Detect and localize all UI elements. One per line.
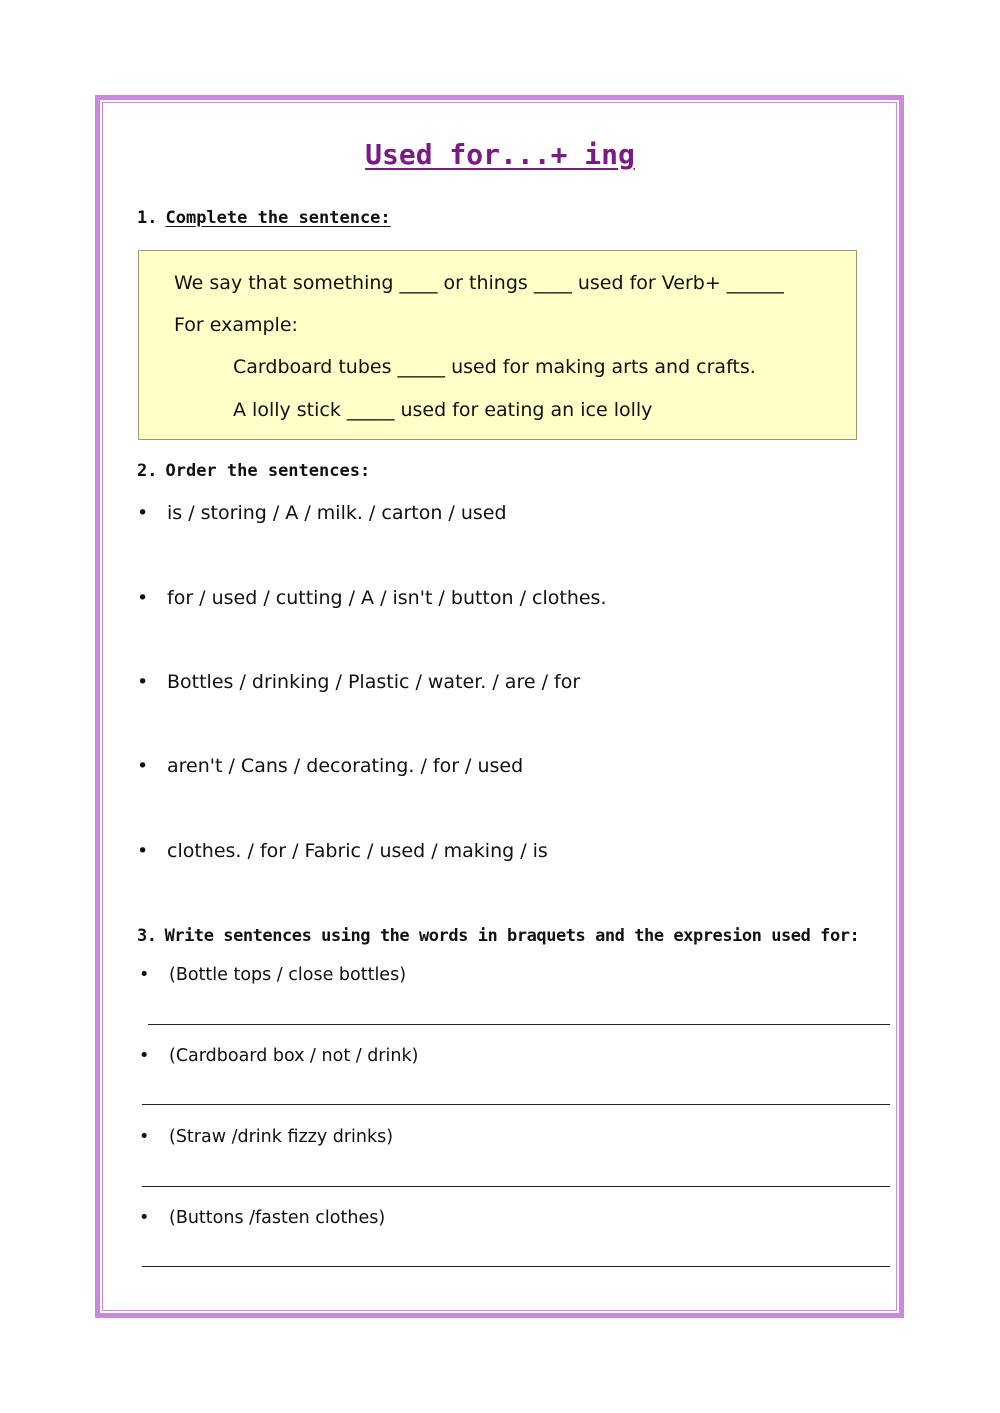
bullet-icon: • [139, 1127, 150, 1147]
order-item-text: clothes. / for / Fabric / used / making / is [167, 840, 548, 862]
answer-line[interactable] [148, 1024, 890, 1025]
rule-sentence[interactable]: We say that something ____ or things ____ used for Verb+ ______ [174, 272, 784, 294]
bullet-icon: • [137, 755, 149, 777]
section-2-number: 2. [137, 461, 158, 481]
write-item-prompt: (Bottle tops / close bottles) [169, 965, 407, 985]
order-item [137, 502, 507, 524]
worksheet-title: Used for...+ ing [365, 138, 635, 171]
order-item-text: aren't / Cans / decorating. / for / used [167, 755, 524, 777]
order-item [137, 587, 607, 609]
section-3-number: 3. [137, 926, 157, 946]
example-sentence-1[interactable]: Cardboard tubes _____ used for making arts and crafts. [233, 356, 756, 378]
write-item [139, 1046, 418, 1066]
section-1-number: 1. [137, 208, 158, 228]
section-1-heading [137, 208, 391, 228]
bullet-icon: • [139, 1046, 150, 1066]
example-label: For example: [174, 314, 298, 336]
write-item-prompt: (Buttons /fasten clothes) [169, 1208, 386, 1228]
order-item [137, 840, 548, 862]
answer-line[interactable] [142, 1104, 890, 1105]
bullet-icon: • [139, 965, 150, 985]
write-item [139, 1127, 393, 1147]
order-item-text: for / used / cutting / A / isn't / button / clothes. [167, 587, 607, 609]
section-3-heading [137, 926, 859, 946]
rule-box [138, 250, 857, 440]
order-item-text: Bottles / drinking / Plastic / water. / are / for [167, 671, 581, 693]
section-3-title: Write sentences using the words in braquets and the expresion used for: [164, 926, 860, 946]
section-2-title: Order the sentences: [165, 461, 371, 481]
write-item-prompt: (Straw /drink fizzy drinks) [169, 1127, 394, 1147]
write-item-prompt: (Cardboard box / not / drink) [169, 1046, 419, 1066]
answer-line[interactable] [142, 1266, 890, 1267]
bullet-icon: • [137, 587, 149, 609]
section-2-heading [137, 461, 370, 481]
bullet-icon: • [137, 840, 149, 862]
section-1-title: Complete the sentence: [165, 208, 391, 228]
bullet-icon: • [139, 1208, 150, 1228]
order-item [137, 671, 580, 693]
answer-line[interactable] [142, 1186, 890, 1187]
write-item [139, 1208, 385, 1228]
order-item [137, 755, 523, 777]
write-item [139, 965, 406, 985]
bullet-icon: • [137, 502, 149, 524]
order-item-text: is / storing / A / milk. / carton / used [167, 502, 507, 524]
bullet-icon: • [137, 671, 149, 693]
example-sentence-2[interactable]: A lolly stick _____ used for eating an ice lolly [233, 399, 653, 421]
